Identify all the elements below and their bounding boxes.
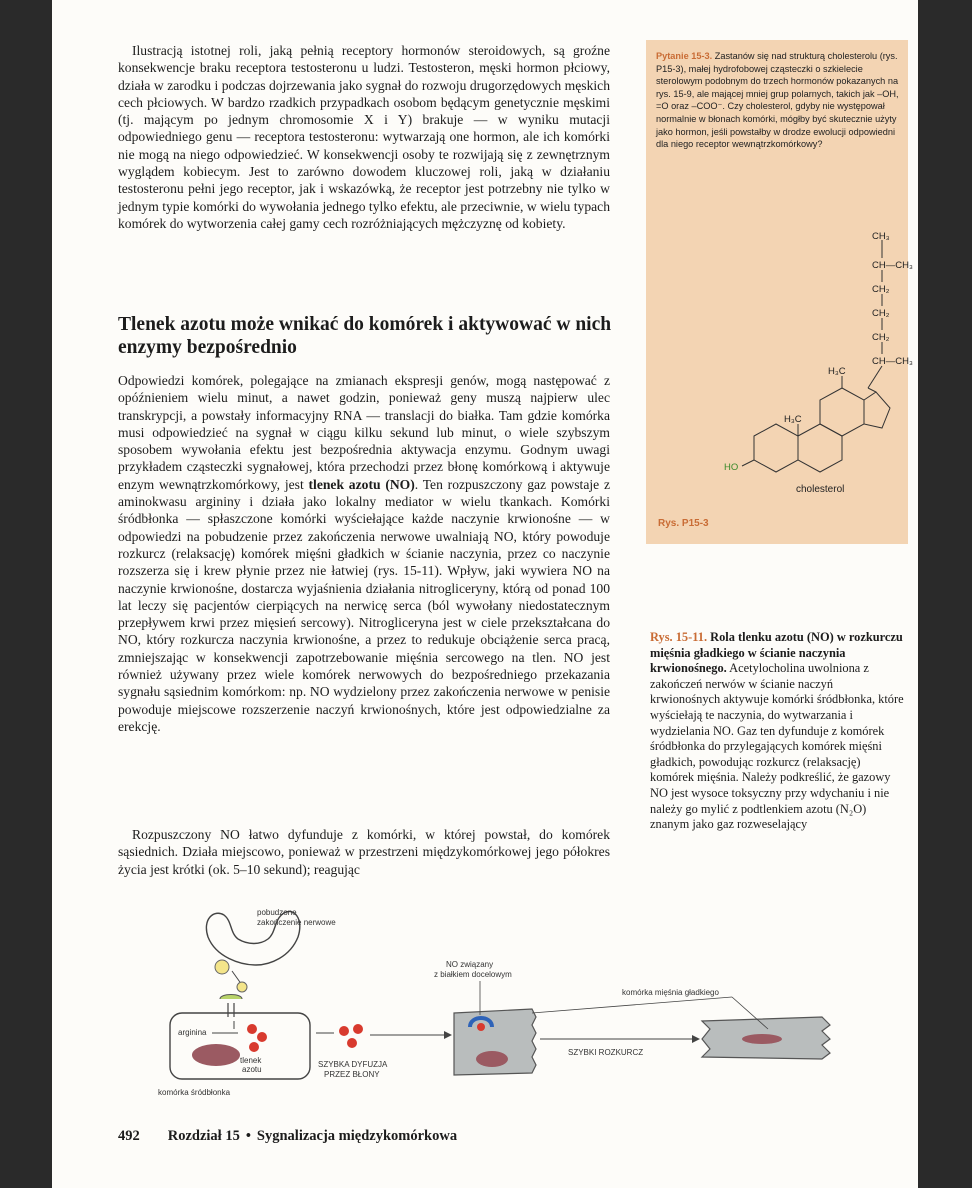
separator: • <box>245 1128 251 1144</box>
no-label: tlenek <box>240 1056 262 1065</box>
body-paragraph: Ilustracją istotnej roli, jaką pełnią receptory hormonów steroidowych, są groźne konsekwencje braku receptora testosteronu u ludzi. Testosteron, męski hormon płciowy, działa w zarodku i podczas dojrzewania jako sygnał do rozwoju drugorzędowych męskich cech płciowych. W bardzo rzadkich przypadkach osobom będącym genetycznie męskimi (tj. mającym po jednym chromosomie X i Y) brakuje — w wyniku mutacji odpowiedniego genu — receptora testosteronu: wytwarzają one hormon, ale ich komórki nie mogą na niego odpowiedzieć. W konsekwencji osoby te rozwijają się z zewnętrznym wyglądem kobiecym. Jest to zarówno dowodem kluczowej roli, jaką w działaniu testosteronu pełni jego receptor, jak i wskazówką, że receptor jest potrzebny nie tylko w jednym typie komórki do wywołania jednego tylko efektu, ale przeciwnie, w wielu typach komórek do wytworzenia całej gamy cech rozróżniających mężczyznę od kobiety. <box>118 43 610 231</box>
endothelial-label: komórka śródbłonka <box>158 1088 231 1097</box>
chapter-label: Rozdział 15 <box>167 1128 240 1144</box>
chem-label: CH₂ <box>872 332 890 343</box>
no-molecule <box>249 1042 259 1052</box>
receptor <box>228 1003 234 1017</box>
chem-label: CH₂ <box>872 284 890 295</box>
arginine-label: arginina <box>178 1028 207 1037</box>
no-label: azotu <box>242 1065 262 1074</box>
no-molecule <box>353 1024 363 1034</box>
caption-text: Acetylocholina uwolniona z zakończeń nerwów w ścianie naczyń krwionośnych aktywuje komórki śródbłonka, które wyściełają te naczynia, do wytwarzania i wydzielania NO. Gaz ten dyfunduje z komórek śródbłonka do przylegających komórek mięśni gładkich, powodując rozkurcz (relaksację) komórek mięśnia. Należy podkreślić, że gazowy NO jest wysoce toksyczny przy wdychaniu i nie należy go mylić z podtlenkiem azotu (N₂O) znanym jako gaz rozweselający <box>650 661 904 832</box>
chem-label: H₃C <box>828 366 846 377</box>
chem-label: CH₃ <box>872 231 890 242</box>
hydroxyl-label: HO <box>724 462 739 473</box>
no-molecule <box>247 1024 257 1034</box>
chapter-title: Sygnalizacja międzykomórkowa <box>256 1128 458 1144</box>
neurotransmitter <box>237 982 247 992</box>
book-page <box>52 0 918 1188</box>
cholesterol-structure <box>646 40 913 544</box>
no-molecule <box>257 1032 267 1042</box>
caption-title: Rola tlenku azotu (NO) w rozkurczu mięśnia gładkiego w ścianie naczynia krwionośnego. <box>650 630 903 676</box>
page-footer <box>118 1128 457 1145</box>
bound-label: z białkiem docelowym <box>434 970 512 979</box>
arrow-head <box>444 1031 452 1039</box>
no-molecule <box>339 1026 349 1036</box>
smooth-muscle-label: komórka mięśnia gładkiego <box>622 988 719 997</box>
chem-label: H₃C <box>784 414 802 425</box>
figure-caption <box>650 630 906 833</box>
section-heading: Tlenek azotu może wnikać do komórek i aktywować w nich enzymy bezpośrednio <box>118 314 612 358</box>
paragraph-text: Odpowiedzi komórek, polegające na zmianach ekspresji genów, mogą następować z opóźnieniem wielu minut, a nawet godzin, ponieważ geny muszą najpierw ulec transkrypcji, a powstały informacyjny RNA — translacji do białka. Tam gdzie komórka musi odpowiedzieć na sygnał w ciągu kilku sekund lub minut, o wiele szybszym sposobem wywołania efektu jest bezpośrednia aktywacja enzymu. Godnym uwagi przykładem cząsteczki sygnałowej, która przechodzi przez błonę komórkową i aktywuje enzym wewnątrzkomórkowy, jest <box>118 373 610 492</box>
diffusion-label: SZYBKA DYFUZJA <box>318 1060 388 1069</box>
nucleus <box>192 1044 240 1066</box>
chem-label: CH₂ <box>872 308 890 319</box>
caption-number: Rys. 15-11. <box>650 630 708 644</box>
chem-label: CH—CH₃ <box>872 356 913 367</box>
key-term: tlenek azotu (NO) <box>308 476 415 492</box>
nerve-label: zakończenie nerwowe <box>257 918 336 927</box>
relaxation-label: SZYBKI ROZKURCZ <box>568 1048 644 1057</box>
no-molecule <box>347 1038 357 1048</box>
molecule-name: cholesterol <box>796 484 845 495</box>
diffusion-label: PRZEZ BŁONY <box>324 1070 380 1079</box>
body-paragraph: Rozpuszczony NO łatwo dyfunduje z komórki, w której powstał, do komórek sąsiednich. Działa miejscowo, ponieważ w przestrzeni międzykomórkowej jego półokres życia jest krótki (ok. 5–10 sekund); reagując <box>118 827 610 877</box>
arrow-head <box>692 1035 700 1043</box>
bound-no <box>477 1023 485 1031</box>
no-signaling-diagram <box>52 905 918 1105</box>
nucleus <box>476 1051 508 1067</box>
pointer-line <box>532 997 732 1013</box>
nerve-label: pobudzone <box>257 908 297 917</box>
page-number: 492 <box>118 1128 140 1144</box>
endothelial-cell <box>170 1013 310 1079</box>
chem-label: CH—CH₃ <box>872 260 913 271</box>
nucleus <box>742 1034 782 1044</box>
figure-label: Rys. P15-3 <box>658 518 709 529</box>
question-label: Pytanie 15-3. <box>656 51 713 61</box>
receptor-head <box>220 995 242 1000</box>
bound-label: NO związany <box>446 960 494 969</box>
body-paragraph <box>118 372 610 735</box>
question-box <box>646 40 913 544</box>
acetylcholine-vesicle <box>215 960 229 974</box>
question-body: Zastanów się nad strukturą cholesterolu (rys. P15-3), małej hydrofobowej cząsteczki o szkielecie sterolowym podobnym do trzech hormonów pokazanych na rys. 15-9, ale mającej mniej grup polarnych, takich jak –OH, =O oraz –COO⁻. Czy cholesterol, gdyby nie występował normalnie w błonach komórki, mógłby być skutecznie użyty jako hormon, jeśli powstałby w drodze ewolucji odpowiedni dla niego receptor wewnątrzkomórkowy? <box>656 51 899 150</box>
paragraph-text: . Ten rozpuszczony gaz powstaje z aminokwasu argininy i działa jako lokalny mediator w wielu tkankach. Komórki śródbłonka — spłaszczone komórki wyściełające każde naczynie krwionośne — w odpowiedzi na pobudzenie przez zakończenia nerwowe uwalniają NO, który powoduje rozkurcz (relaksację) komórek mięśni gładkich w ścianie naczynia, przez co naczynie rozszerza się i krew płynie przez nie łatwiej (rys. 15-11). Wpływ, jaki wywiera NO na naczynie krwionośne, dostarcza wyjaśnienia działania nitrogliceryny, którą od ponad 100 lat leczy się pacjentów cierpiących na nerwicę serca (ból wywołany niedostatecznym przepływem krwi przez mięsień sercowy). Nitrogliceryna jest w ciele przekształcana do NO, który rozkurcza naczynia krwionośne, a przez to redukuje obciążenie serca pracą, zmniejszając w konsekwencji zapotrzebowanie mięśnia sercowego na tlen. NO jest również używany przez wiele komórek nerwowych do bezpośredniego przekazania sygnału sąsiednim komórkom: np. NO wydzielony przez zakończenia nerwowe w penisie powoduje miejscowe rozszerzenie naczyń krwionośnych, które jest odpowiedzialne za erekcję. <box>118 476 610 734</box>
